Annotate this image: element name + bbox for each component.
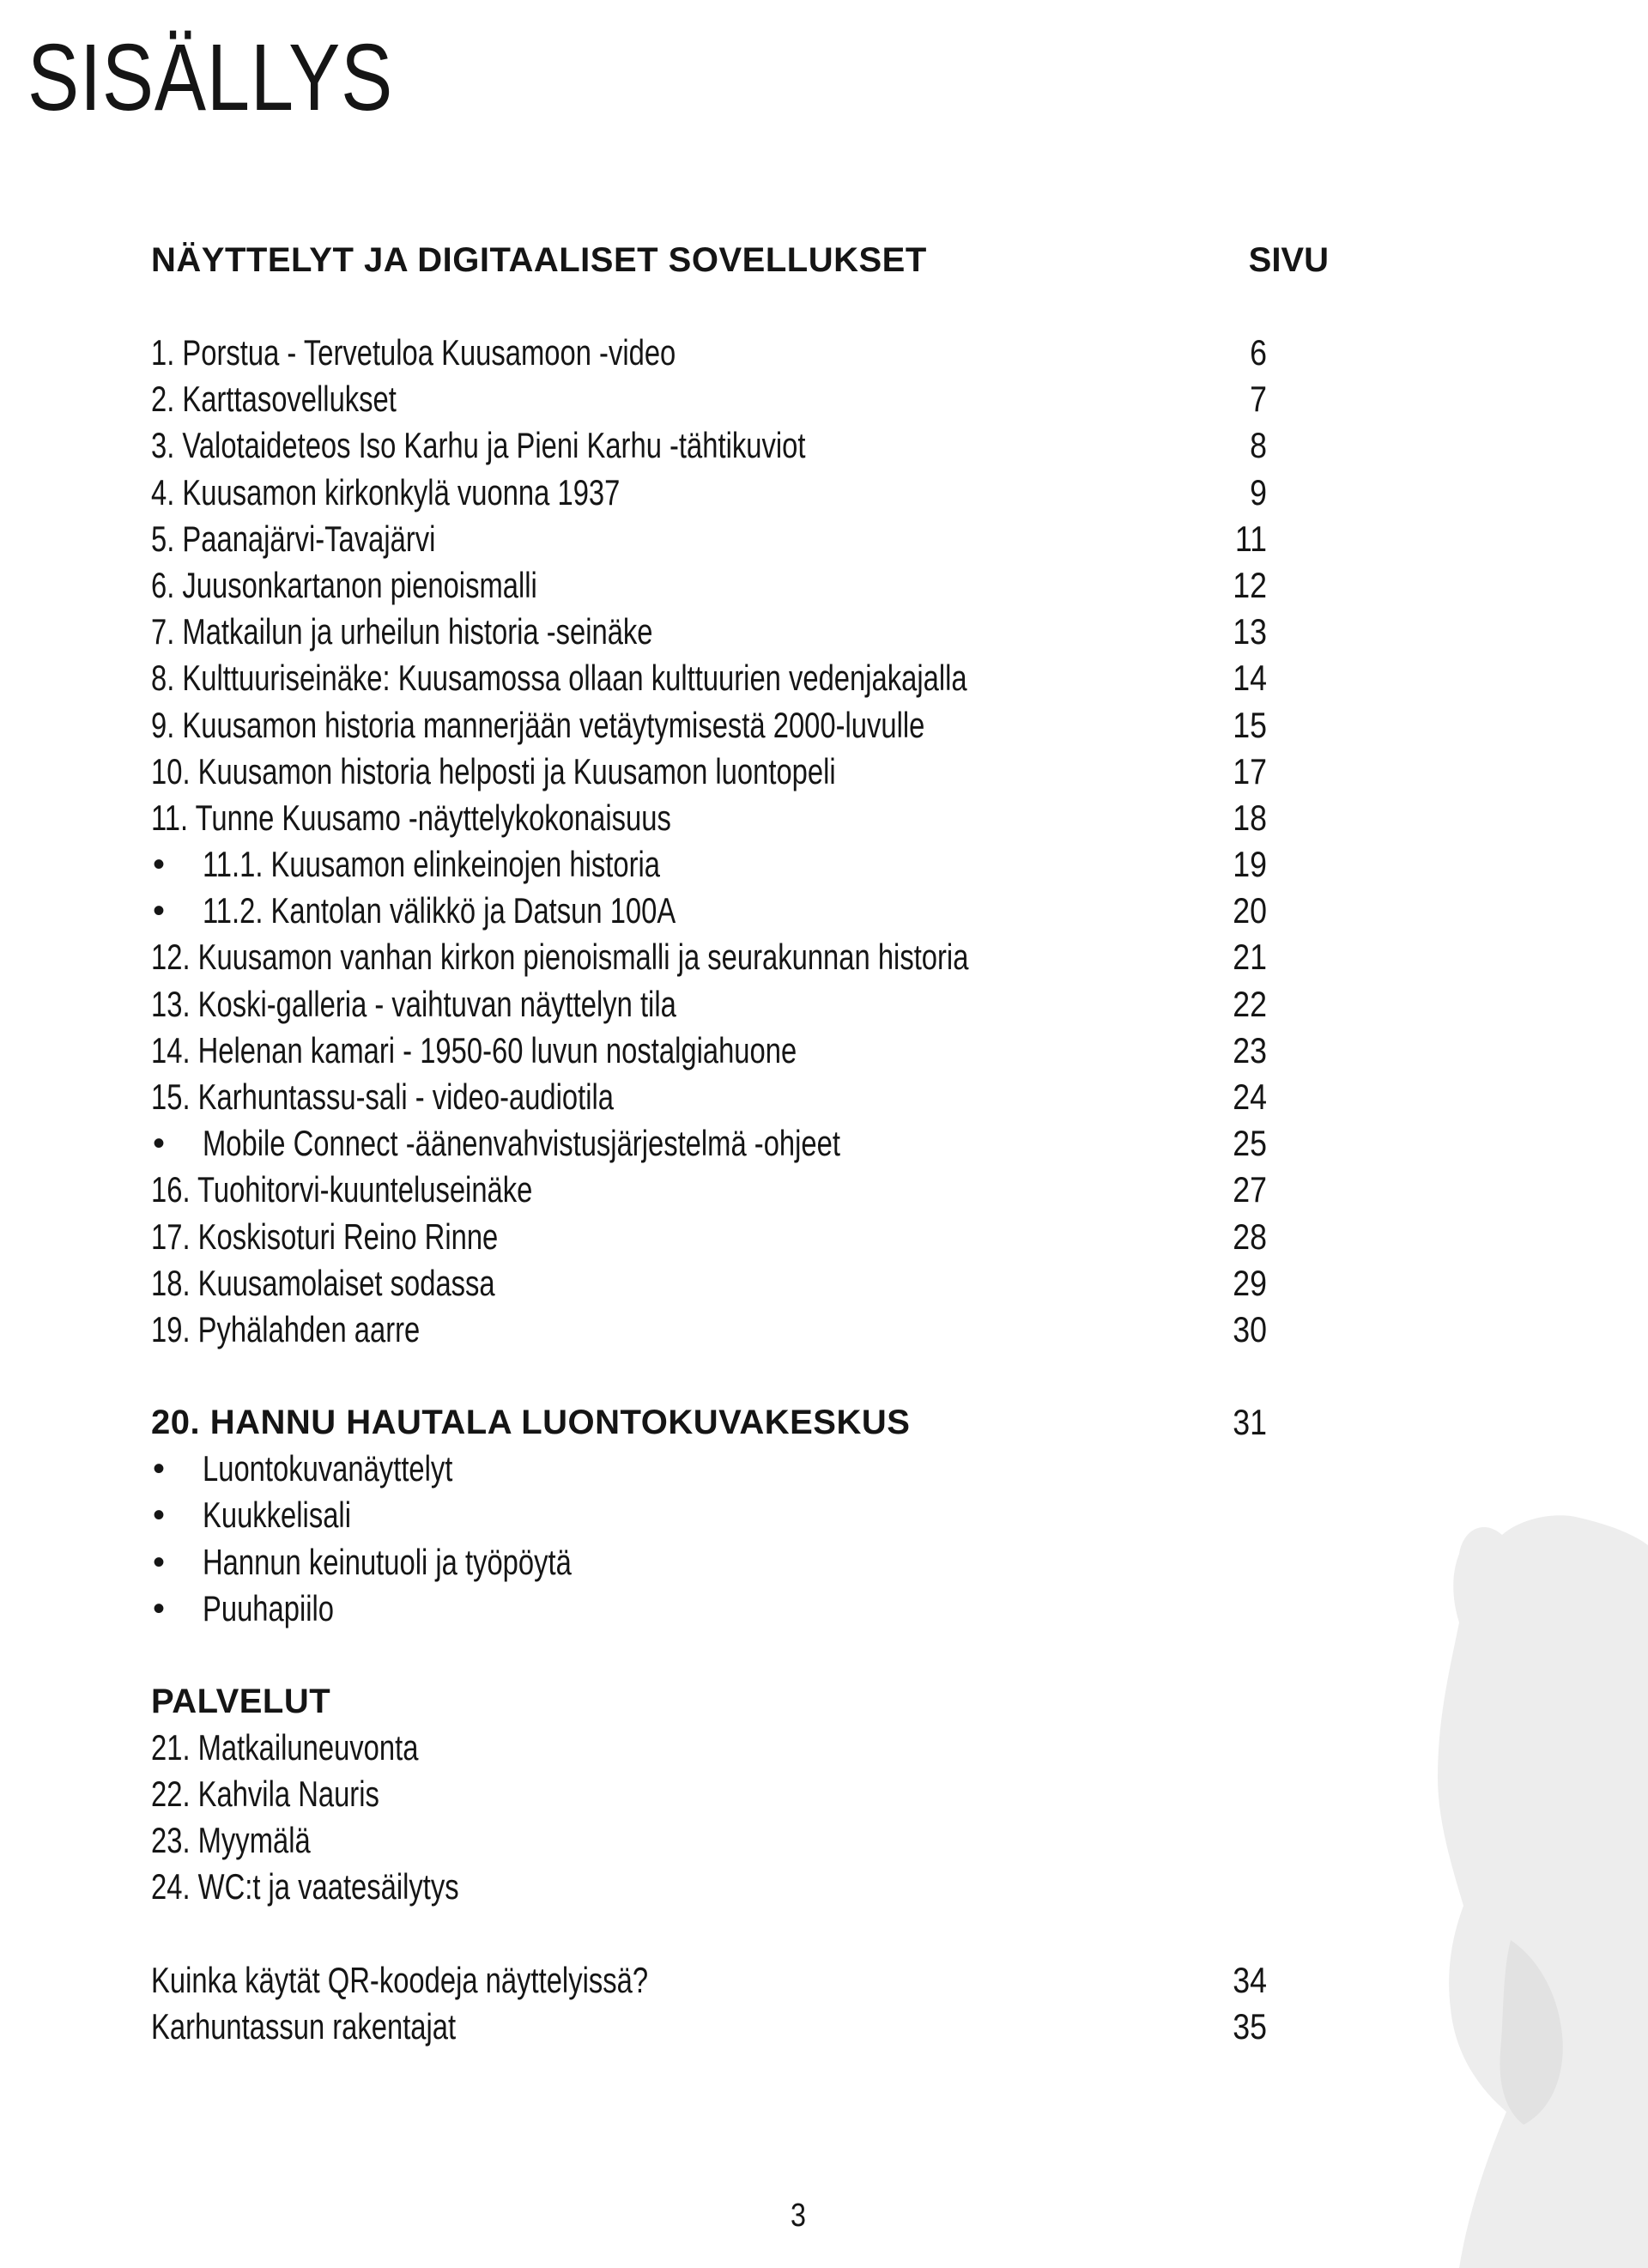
- toc-entry[interactable]: [151, 841, 1267, 888]
- toc-entry-page: 15: [1233, 704, 1267, 745]
- toc-entry[interactable]: [151, 330, 1267, 376]
- section-heading-text: NÄYTTELYT JA DIGITAALISET SOVELLUKSET: [151, 241, 927, 279]
- toc-entry-text: 2. Karttasovellukset: [151, 379, 397, 420]
- toc-entry-text: 17. Koskisoturi Reino Rinne: [151, 1216, 499, 1257]
- page-title: SISÄLLYS: [27, 25, 394, 130]
- toc-entry-text: 1. Porstua - Tervetuloa Kuusamoon -video: [151, 332, 676, 373]
- toc-entry-text: Puuhapiilo: [203, 1587, 335, 1628]
- toc-entry-page: 30: [1233, 1308, 1267, 1349]
- toc-entry-text: 9. Kuusamon historia mannerjään vetäytymisestä 2000-luvulle: [151, 704, 925, 745]
- toc-entry-page: 11: [1234, 518, 1267, 559]
- toc-entry-text: 16. Tuohitorvi-kuunteluseinäke: [151, 1169, 533, 1210]
- toc-entry-text: 15. Karhuntassu-sali - video-audiotila: [151, 1076, 615, 1117]
- toc-entry-text: 24. WC:t ja vaatesäilytys: [151, 1866, 459, 1907]
- toc-entry-page: 13: [1233, 611, 1267, 652]
- toc-entry-text: 13. Koski-galleria - vaihtuvan näyttelyn tila: [151, 983, 676, 1024]
- toc-entry-page: 8: [1250, 425, 1267, 466]
- page-number: 3: [791, 2198, 806, 2234]
- section-heading-text: PALVELUT: [151, 1682, 331, 1720]
- toc-entry-page: 6: [1250, 332, 1267, 373]
- section-heading: [151, 237, 1329, 283]
- toc-entry[interactable]: [151, 376, 1267, 422]
- toc-entry[interactable]: [151, 470, 1267, 516]
- section-heading[interactable]: [151, 1399, 1267, 1446]
- bullet-icon: •: [153, 892, 166, 931]
- toc-entry-page: 28: [1233, 1216, 1267, 1257]
- toc-entry[interactable]: [151, 1214, 1267, 1260]
- toc-entry-text: 6. Juusonkartanon pienoismalli: [151, 564, 537, 605]
- toc-entry-text: 4. Kuusamon kirkonkylä vuonna 1937: [151, 471, 621, 512]
- toc-entry-text: Karhuntassun rakentajat: [151, 2005, 457, 2047]
- toc-entry-page: 24: [1233, 1076, 1267, 1117]
- toc-entry-text: 7. Matkailun ja urheilun historia -seinäke: [151, 611, 653, 652]
- toc-entry-text: Hannun keinutuoli ja työpöytä: [203, 1541, 572, 1582]
- toc-entry[interactable]: [151, 2004, 1267, 2050]
- toc-entry-page: 21: [1233, 937, 1267, 978]
- toc-entry-text: 10. Kuusamon historia helposti ja Kuusamon luontopeli: [151, 750, 836, 791]
- bear-watermark-icon: [1356, 1494, 1648, 2268]
- toc-entry-text: 22. Kahvila Nauris: [151, 1774, 379, 1815]
- toc-entry[interactable]: [151, 749, 1267, 795]
- toc-entry[interactable]: [151, 1167, 1267, 1213]
- toc-entry-page: 20: [1233, 890, 1267, 931]
- toc-entry-page: 25: [1233, 1123, 1267, 1164]
- toc-entry-page: 19: [1233, 844, 1267, 885]
- toc-entry-text: Kuukkelisali: [203, 1495, 351, 1536]
- toc-entry[interactable]: [151, 562, 1267, 609]
- section-heading-page: 31: [1233, 1402, 1267, 1443]
- toc-entry-text: Mobile Connect -äänenvahvistusjärjestelmä -ohjeet: [203, 1123, 840, 1164]
- toc-entry[interactable]: [151, 795, 1267, 841]
- toc-entry-text: 11. Tunne Kuusamo -näyttelykokonaisuus: [151, 797, 671, 838]
- toc-entry[interactable]: [151, 981, 1267, 1028]
- toc-entry-text: Kuinka käytät QR-koodeja näyttelyissä?: [151, 1959, 649, 2000]
- toc-entry-page: 22: [1233, 983, 1267, 1024]
- bullet-icon: •: [153, 1589, 166, 1628]
- toc-entry[interactable]: [151, 1074, 1267, 1120]
- toc-entry-text: Luontokuvanäyttelyt: [203, 1448, 453, 1489]
- toc-entry-text: 3. Valotaideteos Iso Karhu ja Pieni Karhu -tähtikuviot: [151, 425, 806, 466]
- section-heading-page: SIVU: [1248, 241, 1329, 279]
- toc-entry-text: 14. Helenan kamari - 1950-60 luvun nostalgiahuone: [151, 1029, 797, 1070]
- toc-entry-text: 18. Kuusamolaiset sodassa: [151, 1262, 495, 1303]
- toc-entry[interactable]: [151, 1771, 1267, 1817]
- toc-entry-page: 23: [1233, 1029, 1267, 1070]
- toc-entry-text: 11.1. Kuusamon elinkeinojen historia: [203, 844, 660, 885]
- toc-entry-page: 18: [1233, 797, 1267, 838]
- toc-entry[interactable]: [151, 1586, 1267, 1632]
- toc-entry[interactable]: [151, 934, 1267, 980]
- toc-entry[interactable]: [151, 1817, 1267, 1864]
- toc-entry-text: 5. Paanajärvi-Tavajärvi: [151, 518, 436, 559]
- toc-entry-page: 29: [1233, 1262, 1267, 1303]
- toc-entry[interactable]: [151, 1446, 1267, 1492]
- toc-entry[interactable]: [151, 1864, 1267, 1910]
- toc-entry-page: 9: [1250, 471, 1267, 512]
- toc-entry[interactable]: [151, 516, 1267, 562]
- table-of-contents: [151, 237, 1329, 2050]
- toc-entry[interactable]: [151, 655, 1267, 701]
- toc-entry[interactable]: [151, 422, 1267, 469]
- toc-entry-page: 7: [1250, 379, 1267, 420]
- toc-entry[interactable]: [151, 1492, 1267, 1538]
- toc-entry-text: 8. Kulttuuriseinäke: Kuusamossa ollaan kulttuurien vedenjakajalla: [151, 658, 967, 699]
- toc-entry-text: 11.2. Kantolan välikkö ja Datsun 100A: [203, 890, 676, 931]
- toc-entry-text: 23. Myymälä: [151, 1820, 311, 1861]
- toc-entry-page: 14: [1233, 658, 1267, 699]
- bullet-icon: •: [153, 1450, 166, 1489]
- toc-entry[interactable]: [151, 1120, 1267, 1167]
- toc-entry[interactable]: [151, 1307, 1267, 1353]
- toc-entry[interactable]: [151, 1260, 1267, 1307]
- toc-entry-page: 35: [1233, 2005, 1267, 2047]
- toc-entry-page: 34: [1233, 1959, 1267, 2000]
- toc-entry-page: 27: [1233, 1169, 1267, 1210]
- toc-entry[interactable]: [151, 609, 1267, 655]
- toc-entry-text: 21. Matkailuneuvonta: [151, 1726, 419, 1768]
- toc-entry-page: 12: [1233, 564, 1267, 605]
- toc-entry[interactable]: [151, 1725, 1267, 1771]
- section-heading: [151, 1678, 1267, 1725]
- toc-entry[interactable]: [151, 888, 1267, 934]
- toc-entry[interactable]: [151, 702, 1267, 749]
- toc-entry-page: 17: [1233, 750, 1267, 791]
- bullet-icon: •: [153, 846, 166, 884]
- toc-entry[interactable]: [151, 1539, 1267, 1586]
- section-heading-text: 20. HANNU HAUTALA LUONTOKUVAKESKUS: [151, 1404, 911, 1442]
- toc-entry-text: 19. Pyhälahden aarre: [151, 1308, 421, 1349]
- toc-entry-text: 12. Kuusamon vanhan kirkon pienoismalli ja seurakunnan historia: [151, 937, 969, 978]
- bullet-icon: •: [153, 1125, 166, 1163]
- bullet-icon: •: [153, 1496, 166, 1535]
- toc-entry[interactable]: [151, 1957, 1267, 2004]
- bullet-icon: •: [153, 1543, 166, 1581]
- toc-entry[interactable]: [151, 1028, 1267, 1074]
